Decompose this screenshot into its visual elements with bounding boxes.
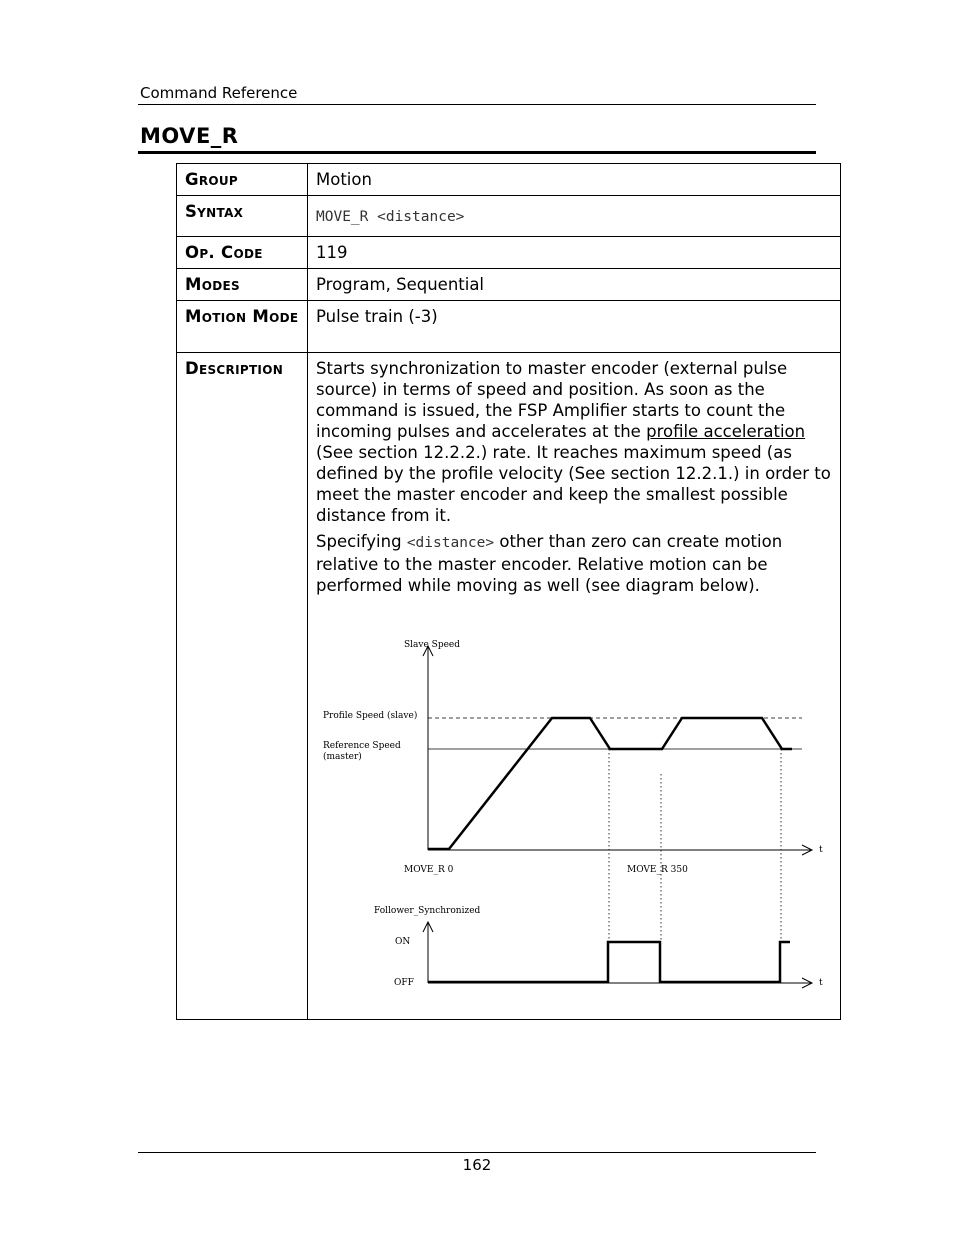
sync-signal <box>428 942 790 982</box>
opcode-value: 119 <box>308 237 841 269</box>
slave-speed-label: Slave Speed <box>404 640 461 650</box>
group-label: Group <box>177 164 308 196</box>
description-label: Description <box>177 353 308 1020</box>
running-header: Command Reference <box>140 84 298 102</box>
row-syntax <box>177 196 841 237</box>
syntax-label: Syntax <box>177 196 308 237</box>
description-text-2a: Specifying <box>316 532 407 551</box>
modes-value: Program, Sequential <box>308 269 841 301</box>
description-text-1a: Starts synchronization to master encoder (external pulse source) in terms of speed and position. As soon as the command is issued, the FSP Amplifier starts to count the incoming pulses and accelerates at the <box>316 359 788 441</box>
row-motion-mode <box>177 301 841 353</box>
row-description <box>177 353 841 1020</box>
on-label: ON <box>395 937 411 947</box>
profile-speed-label: Profile Speed (slave) <box>323 711 418 721</box>
opcode-label: Op. Code <box>177 237 308 269</box>
motion-mode-label-text: Motion Mode <box>185 307 299 326</box>
speed-sync-diagram <box>316 606 832 988</box>
reference-speed-label-2: (master) <box>323 752 362 762</box>
footer-rule <box>138 1152 816 1153</box>
description-text-2b: other than zero can create motion relative to the master encoder. Relative motion can be performed while moving as well (see diagram below). <box>316 532 783 595</box>
description-text-1b: (See section 12.2.2.) rate. It reaches maximum speed (as defined by the profile velocity (See section 12.2.1.) in order to meet the master encoder and keep the smallest possible distance from it. <box>316 443 831 525</box>
off-label: OFF <box>394 978 414 988</box>
command-table <box>176 163 841 1020</box>
slave-speed-curve <box>428 718 792 849</box>
page-number: 162 <box>462 1156 492 1174</box>
modes-label: Modes <box>177 269 308 301</box>
header-rule <box>138 104 816 105</box>
row-opcode <box>177 237 841 269</box>
description-paragraph-1 <box>316 358 832 526</box>
move-r350-label: MOVE_R 350 <box>627 865 688 875</box>
profile-acceleration-link[interactable]: profile acceleration <box>646 422 806 441</box>
group-value: Motion <box>308 164 841 196</box>
motion-mode-label <box>177 301 308 353</box>
distance-code: <distance> <box>406 535 495 551</box>
title-rule <box>138 151 816 154</box>
description-value <box>308 353 841 1020</box>
sync-axis-label: Follower_Synchronized <box>374 906 481 916</box>
row-modes <box>177 269 841 301</box>
page-title: MOVE_R <box>140 124 239 148</box>
reference-speed-label-1: Reference Speed <box>323 741 401 751</box>
row-group <box>177 164 841 196</box>
syntax-value: MOVE_R <distance> <box>316 209 465 225</box>
description-paragraph-2 <box>316 531 832 596</box>
motion-mode-value: Pulse train (-3) <box>308 301 841 353</box>
move-r0-label: MOVE_R 0 <box>404 865 454 875</box>
time-label-top: t <box>819 845 823 855</box>
time-label-bottom: t <box>819 978 823 988</box>
